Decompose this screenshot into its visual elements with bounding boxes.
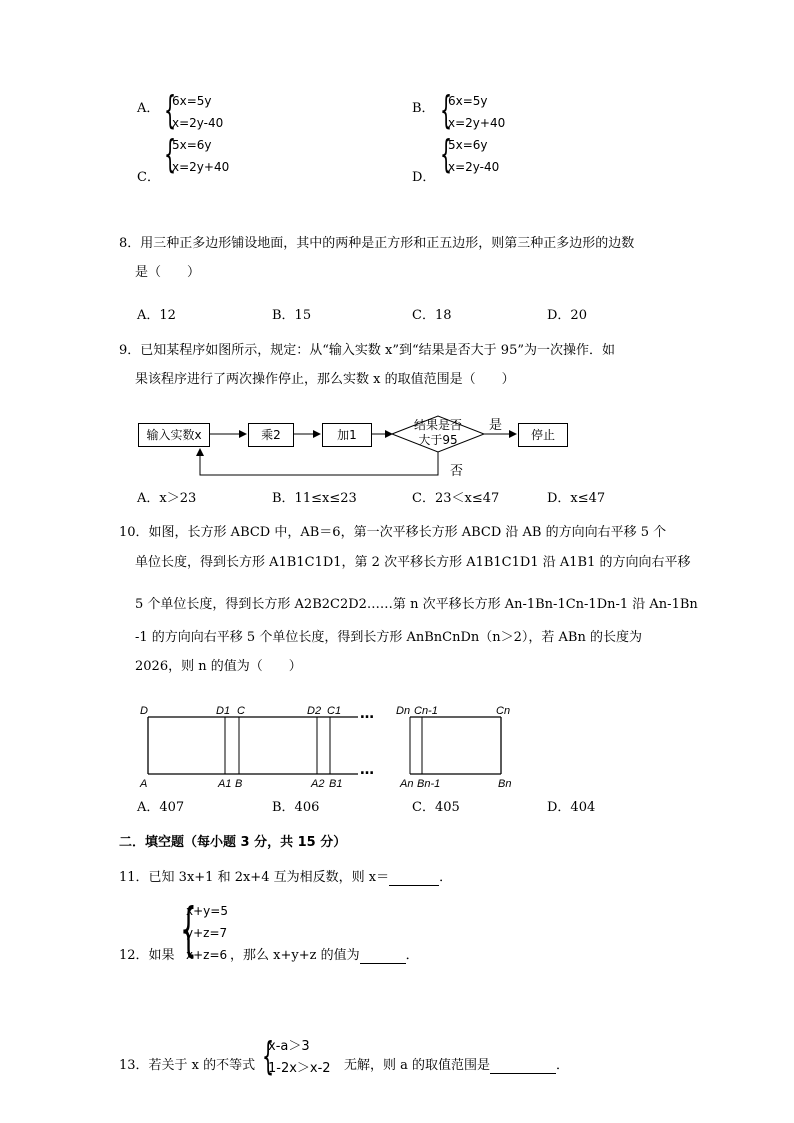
q7-option-d-label: D． xyxy=(412,170,436,185)
decision-text-line: 结果是否 xyxy=(413,418,462,432)
equation: 5x=6y xyxy=(448,138,488,152)
q8-line-1: 8．用三种正多边形铺设地面，其中的两种是正方形和正五边形，则第三种正多边形的边数 xyxy=(119,236,635,251)
q12-suffix: ，那么 x+y+z 的值为 xyxy=(230,948,360,963)
yes-label: 是 xyxy=(489,418,503,433)
input-box: 输入实数x xyxy=(138,423,210,447)
label-an: An xyxy=(400,778,414,790)
equation: 6x=5y xyxy=(448,94,488,108)
add-box: 加1 xyxy=(322,423,372,447)
left-brace: { xyxy=(440,88,453,132)
label-c1: C1 xyxy=(327,705,342,717)
section-title: 二．填空题（每小题 3 分，共 15 分） xyxy=(119,835,347,850)
q7-option-b-system xyxy=(438,90,505,134)
stop-box: 停止 xyxy=(518,423,568,447)
label-bn-1: Bn-1 xyxy=(417,778,441,790)
multiply-box: 乘2 xyxy=(248,423,294,447)
left-brace: { xyxy=(164,88,177,132)
equation: 5x=6y xyxy=(172,138,212,152)
label-d: D xyxy=(140,705,148,717)
label-cn: Cn xyxy=(496,705,511,717)
q8-line-2: 是（ ） xyxy=(135,265,201,280)
q10-line-2: 单位长度，得到长方形 A1B1C1D1，第 2 次平移长方形 A1B1C1D1 沿 A1B1 的方向向右平移 xyxy=(135,555,691,570)
q9-line-1: 9．已知某程序如图所示，规定：从“输入实数 x”到“结果是否大于 95”为一次操作．如 xyxy=(119,343,615,358)
ellipsis-top: … xyxy=(360,706,374,722)
label-d2: D2 xyxy=(307,705,322,717)
equation: x+y=5 xyxy=(186,904,228,918)
label-bn: Bn xyxy=(498,778,512,790)
ellipsis-bottom: … xyxy=(360,762,374,778)
q11 xyxy=(119,866,452,886)
left-brace: { xyxy=(262,1034,275,1078)
q8-option-b: B．15 xyxy=(272,308,312,323)
period: ． xyxy=(405,948,419,963)
q9-option-d: D．x≤47 xyxy=(547,491,606,506)
label-d1: D1 xyxy=(216,705,231,717)
label-c: C xyxy=(237,705,245,717)
q7-option-c-label: C． xyxy=(137,170,160,185)
q12-tail xyxy=(230,944,419,964)
q7-option-b-label: B． xyxy=(412,101,435,116)
equation: x=2y+40 xyxy=(448,116,506,130)
equation: x=2y-40 xyxy=(172,116,224,130)
q11-text: 11．已知 3x+1 和 2x+4 互为相反数，则 x＝ xyxy=(119,870,390,885)
q8-option-d: D．20 xyxy=(547,308,587,323)
q8-option-a: A．12 xyxy=(137,308,176,323)
q13-system xyxy=(262,1036,331,1080)
equation: y+z=7 xyxy=(186,926,228,940)
q10-line-1: 10．如图，长方形 ABCD 中，AB＝6，第一次平移长方形 ABCD 沿 AB 的方向向右平移 5 个 xyxy=(119,525,667,540)
q12-system xyxy=(178,895,228,966)
label-a1: A1 xyxy=(218,778,232,790)
label-b: B xyxy=(235,778,243,790)
q10-rectangles-figure xyxy=(140,712,510,778)
loop-arrow xyxy=(200,449,438,475)
q10-option-a: A．407 xyxy=(137,800,185,815)
q10-line-4: -1 的方向向右平移 5 个单位长度，得到长方形 AnBnCnDn（n＞2），若 ABn 的长度为 xyxy=(135,630,642,645)
label-dn: Dn xyxy=(396,705,411,717)
label-cn-1: Cn-1 xyxy=(414,705,438,717)
answer-blank xyxy=(360,948,406,964)
q9-line-2: 果该程序进行了两次操作停止，那么实数 x 的取值范围是（ ） xyxy=(135,372,515,387)
no-label: 否 xyxy=(450,464,464,479)
equation: x=2y+40 xyxy=(172,160,230,174)
label-a: A xyxy=(140,778,148,790)
q10-line-3: 5 个单位长度，得到长方形 A2B2C2D2……第 n 次平移长方形 An-1Bn-1Cn-1Dn-1 沿 An-1Bn xyxy=(135,597,698,612)
label-a2: A2 xyxy=(311,778,325,790)
q7-option-a-label: A． xyxy=(137,101,160,116)
q7-option-d-system xyxy=(438,134,499,178)
q13-suffix: 无解，则 a 的取值范围是 xyxy=(344,1058,491,1073)
equation: 6x=5y xyxy=(172,94,212,108)
period: ． xyxy=(439,870,453,885)
equation: x+z=6 xyxy=(186,948,228,962)
q13-prefix: 13．若关于 x 的不等式 xyxy=(119,1058,256,1073)
inequality: 1-2x＞x-2 xyxy=(268,1061,331,1076)
q8-option-c: C．18 xyxy=(412,308,452,323)
left-brace: { xyxy=(164,132,177,176)
q13-tail xyxy=(344,1054,569,1074)
decision-text xyxy=(402,418,474,448)
left-brace: { xyxy=(180,895,197,963)
q9-option-a: A．x＞23 xyxy=(137,491,197,506)
q9-option-b: B．11≤x≤23 xyxy=(272,491,357,506)
label-b1: B1 xyxy=(329,778,343,790)
period: ． xyxy=(556,1058,570,1073)
q10-option-c: C．405 xyxy=(412,800,460,815)
q12-prefix: 12．如果 xyxy=(119,948,175,963)
answer-blank xyxy=(389,870,439,886)
q9-option-c: C．23＜x≤47 xyxy=(412,491,500,506)
q7-option-a-system xyxy=(162,90,223,134)
equation: x=2y-40 xyxy=(448,160,500,174)
q10-option-b: B．406 xyxy=(272,800,320,815)
left-brace: { xyxy=(440,132,453,176)
decision-text-line: 大于95 xyxy=(418,433,458,447)
q10-option-d: D．404 xyxy=(547,800,596,815)
q10-line-5: 2026，则 n 的值为（ ） xyxy=(135,659,302,674)
q7-option-c-system xyxy=(162,134,229,178)
answer-blank xyxy=(490,1058,556,1074)
inequality: x-a＞3 xyxy=(268,1039,310,1054)
